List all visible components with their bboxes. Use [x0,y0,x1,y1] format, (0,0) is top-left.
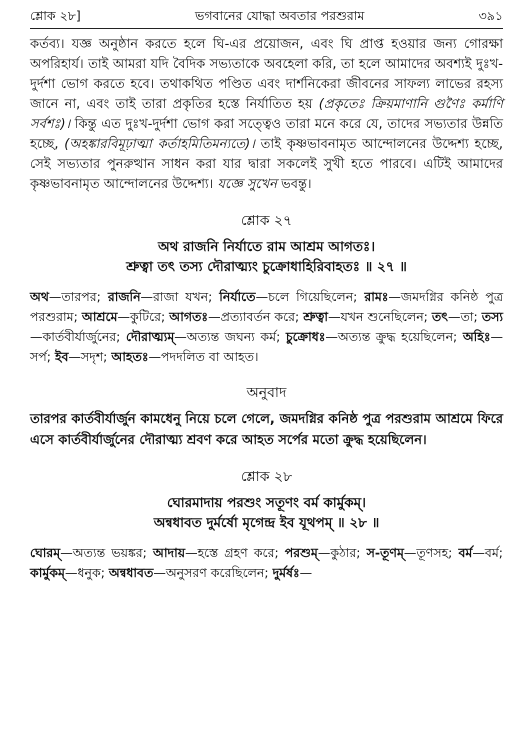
page-header [30,0,503,28]
purport-text-after-quote-3: ভবন্তু। [276,177,312,192]
header-chapter-title: ভগবানের যোদ্ধা অবতার পরশুরাম [195,8,365,23]
translation-block [30,381,503,451]
purport-text-after-quote-2: তাই কৃষ্ণভাবনামৃত আন্দোলনের উদ্দেশ্য হচ্ছে, সেই সভ্যতার পুনরুত্থান সাধন করা যার দ্বারা সকলেই সুখী হতে পারবে। এটিই আমাদের কৃষ্ণভাবনামৃত আন্দোলনের উদ্দেশ্য। [30,137,503,192]
synonym-headword: আহতঃ [111,349,149,364]
synonym-headword: তৎ [431,309,448,324]
synonym-headword: আশ্রমে [81,309,118,324]
synonym-headword: রাজনি [107,289,141,304]
verse-28-block [30,465,503,583]
synonym-headword: চুক্রোধঃ [285,329,326,344]
purport-paragraph [30,35,503,195]
verse-27-line-2: শ্রুত্বা তৎ তস্য দৌরাত্ম্যং চুক্রোধাহিরিবাহতঃ ॥ ২৭ ॥ [126,259,407,275]
synonym-headword: রামঃ [364,289,389,304]
purport-quote-1: (প্রকৃতেঃ ক্রিয়মাণানি গুণৈঃ কর্মাণি সর্বশঃ)। [30,97,503,132]
verse-28-line-2: অন্বধাবত দুর্মর্ষো মৃগেন্দ্র ইব যূথপম্ ॥ ২৮ ॥ [153,515,380,531]
verse-27-title: শ্লোক ২৭ [240,213,293,229]
synonym-headword: ঘোরম্ [30,545,61,560]
purport-line-4: দার্শনিকেরা জীবনের সাফল্য লাভের রহস্য জানে না, এবং তাই তারা প্রকৃতির [30,77,503,112]
verse-28-title: শ্লোক ২৮ [240,469,293,485]
purport-line-3: আমাদের অবশ্যই দুঃখ-দুর্দশা ভোগ করতে হবে। তথাকথিত পণ্ডিত এবং [30,57,503,92]
synonym-headword: দৌরাত্ম্যম্ [125,329,175,344]
synonym-headword: বর্ম [458,545,473,560]
purport-line-2: গোরক্ষা অপরিহার্য। তাই আমরা যদি বৈদিক সভ্যতাকে অবহেলা করি, তা হলে [30,37,503,72]
synonym-headword: অথ [30,289,49,304]
purport-line-1: কর্তব্য। যজ্ঞ অনুষ্ঠান করতে হলে ঘি-এর প্রয়োজন, এবং ঘি প্রাপ্ত হওয়ার জন্য [30,37,457,52]
verse-28-line-1: ঘোরমাদায় পরশুং সতূণং বর্ম কার্মুকম্। [166,495,366,511]
synonym-headword: স-তূণম্ [366,545,404,560]
synonym-headword: অন্বধাবত [108,565,154,580]
purport-text-after-quote-1: কিন্তু এত দুঃখ-দুর্দশা ভোগ করা সত্ত্বেও তারা মনে করে যে, তাদের সভ্যতার উন্নতি হচ্ছে, [30,117,503,152]
purport-quote-3: যজ্ঞে সুখেন [217,177,277,192]
synonym-headword: নির্যাতে [219,289,256,304]
synonym-headword: দুর্মর্ষঃ [272,565,300,580]
translation-text: তারপর কার্তবীর্যার্জুন কামধেনু নিয়ে চলে গেলে, জমদগ্নির কনিষ্ঠ পুত্র পরশুরাম আশ্রমে ফিরে এসে কার্তবীর্যার্জুনের দৌরাত্ম্য শ্রবণ করে আহত সর্পের মতো ক্রুদ্ধ হয়েছিলেন। [30,412,503,448]
synonym-headword: শ্রুত্বা [303,309,329,324]
verse-27-line-1: অথ রাজনি নির্যাতে রাম আশ্রম আগতঃ। [157,239,376,255]
translation-title: অনুবাদ [246,385,287,401]
synonym-headword: অহিঃ [462,329,491,344]
header-verse-ref: শ্লোক ২৮] [30,8,81,23]
synonym-headword: পরশুম্ [284,545,318,560]
synonym-headword: ইব [54,349,69,364]
verse-27-block [30,209,503,367]
header-rule [30,28,503,29]
purport-line-5: হস্তে নির্যাতিত হয় [218,97,313,112]
synonym-headword: আদায় [152,545,186,560]
verse-28-synonyms: ঘোরম্—অত্যন্ত ভয়ঙ্কর; আদায়—হস্তে গ্রহণ করে; পরশুম্—কুঠার; স-তূণম্—তূণসহ; বর্ম—বর্ম; কার্মুকম্—ধনুক; অন্বধাবত—অনুসরণ করেছিলেন; দুর্মর্ষঃ— [30,545,503,580]
purport-quote-2: (অহঙ্কারবিমূঢ়াত্মা কর্তাহমিতিমন্যতে)। [64,137,255,152]
synonym-headword: তস্য [481,309,504,324]
synonym-headword: আগতঃ [169,309,209,324]
synonym-headword: কার্মুকম্ [30,565,65,580]
verse-27-synonyms: অথ—তারপর; রাজনি—রাজা যখন; নির্যাতে—চলে গিয়েছিলেন; রামঃ—জমদগ্নির কনিষ্ঠ পুত্র পরশুরাম; আশ্রমে—কুটিরে; আগতঃ—প্রত্যাবর্তন করে; শ্রুত্বা—যখন শুনেছিলেন; তৎ—তা; তস্য—কার্তবীর্যার্জুনের; দৌরাত্ম্যম্—অত্যন্ত জঘন্য কর্ম; চুক্রোধঃ—অত্যন্ত ক্রুদ্ধ হয়েছিলেন; অহিঃ—সর্প; ইব—সদৃশ; আহতঃ—পদদলিত বা আহত। [30,289,504,364]
header-page-number: ৩৯১ [478,8,503,23]
